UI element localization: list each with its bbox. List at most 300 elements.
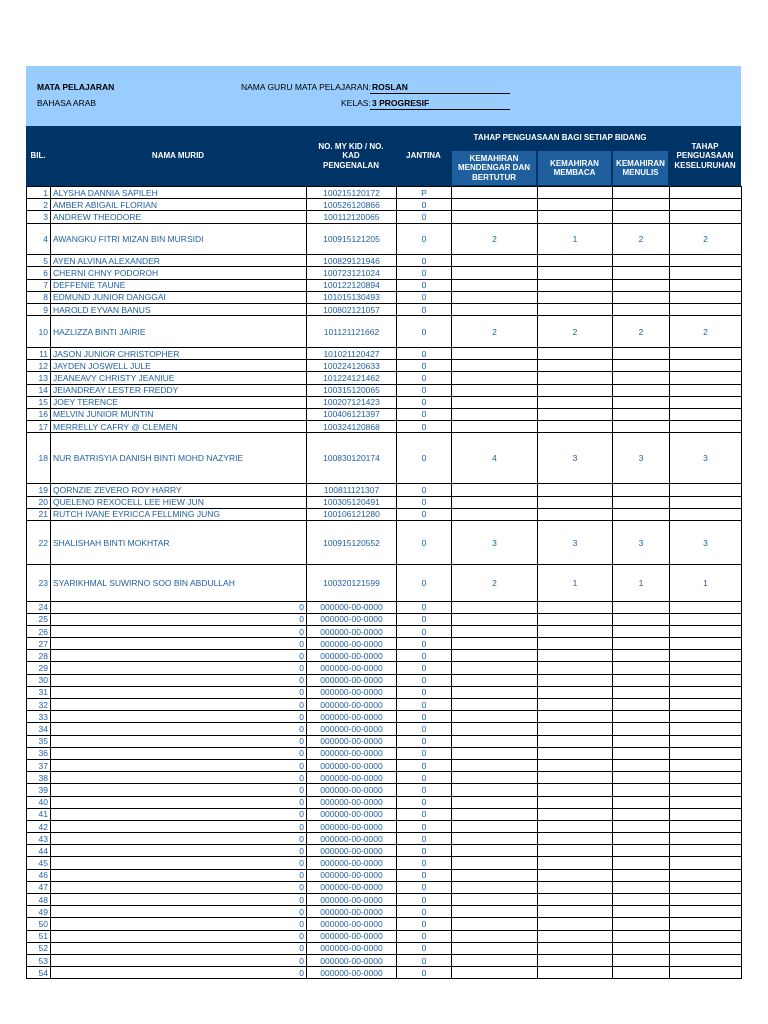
student-name: 0 (51, 699, 307, 711)
student-gender: 0 (397, 625, 452, 637)
skill2-level: 3 (538, 433, 613, 484)
table-row (27, 808, 742, 820)
skill1-level: 2 (452, 316, 538, 348)
level-cell (613, 650, 670, 662)
subject-label: MATA PELAJARAN (37, 82, 115, 92)
row-number: 18 (27, 433, 51, 484)
table-row (27, 881, 742, 893)
student-name: 0 (51, 650, 307, 662)
skill3-level (613, 279, 670, 291)
student-gender: 0 (397, 772, 452, 784)
level-cell (670, 845, 742, 857)
table-row (27, 772, 742, 784)
level-cell (452, 930, 538, 942)
row-number: 20 (27, 496, 51, 508)
level-cell (670, 796, 742, 808)
level-cell (613, 954, 670, 966)
col-skill2-header: KEMAHIRAN MEMBACA (538, 151, 611, 185)
student-name: AWANGKU FITRI MIZAN BIN MURSIDI (51, 223, 307, 255)
table-row (27, 833, 742, 845)
row-number: 29 (27, 662, 51, 674)
student-gender: 0 (397, 650, 452, 662)
student-gender: 0 (397, 304, 452, 316)
student-name: HAROLD EYVAN BANUS (51, 304, 307, 316)
student-id: 000000-00-0000 (307, 662, 397, 674)
student-id: 101121121662 (307, 316, 397, 348)
student-id: 100802121057 (307, 304, 397, 316)
student-name: 0 (51, 869, 307, 881)
student-name: 0 (51, 638, 307, 650)
student-gender: 0 (397, 723, 452, 735)
student-id: 100830120174 (307, 433, 397, 484)
level-cell (538, 857, 613, 869)
student-name: 0 (51, 759, 307, 771)
level-cell (538, 942, 613, 954)
student-gender: 0 (397, 808, 452, 820)
level-cell (538, 954, 613, 966)
level-cell (613, 662, 670, 674)
level-cell (538, 638, 613, 650)
student-id: 000000-00-0000 (307, 942, 397, 954)
level-cell (613, 930, 670, 942)
level-cell (452, 857, 538, 869)
col-group-header: TAHAP PENGUASAAN BAGI SETIAP BIDANG (473, 133, 647, 143)
student-id: 000000-00-0000 (307, 601, 397, 613)
table-row (27, 564, 742, 601)
skill3-level (613, 211, 670, 223)
level-cell (670, 772, 742, 784)
skill3-level (613, 496, 670, 508)
student-name: 0 (51, 723, 307, 735)
level-cell (670, 918, 742, 930)
col-skill3-header: KEMAHIRAN MENULIS (613, 151, 668, 185)
student-name: 0 (51, 625, 307, 637)
level-cell (452, 845, 538, 857)
student-id: 100829121946 (307, 255, 397, 267)
skill1-level (452, 255, 538, 267)
level-cell (670, 808, 742, 820)
level-cell (670, 967, 742, 979)
skill3-level: 3 (613, 433, 670, 484)
table-row (27, 347, 742, 359)
row-number: 41 (27, 808, 51, 820)
level-cell (613, 967, 670, 979)
row-number: 24 (27, 601, 51, 613)
student-id: 000000-00-0000 (307, 759, 397, 771)
student-id: 000000-00-0000 (307, 845, 397, 857)
student-id: 100224120633 (307, 360, 397, 372)
skill3-level (613, 291, 670, 303)
row-number: 13 (27, 372, 51, 384)
level-cell (538, 662, 613, 674)
class-label: KELAS: (341, 98, 371, 108)
student-id: 000000-00-0000 (307, 625, 397, 637)
overall-level (670, 199, 742, 211)
teacher-underline (370, 93, 510, 94)
student-id: 100324120868 (307, 421, 397, 433)
skill2-level (538, 384, 613, 396)
level-cell (452, 942, 538, 954)
table-header (26, 126, 741, 186)
student-id: 000000-00-0000 (307, 723, 397, 735)
row-number: 6 (27, 267, 51, 279)
student-name: DEFFENIE TAUNE (51, 279, 307, 291)
row-number: 36 (27, 747, 51, 759)
student-name: 0 (51, 735, 307, 747)
row-number: 27 (27, 638, 51, 650)
table-row (27, 255, 742, 267)
row-number: 23 (27, 564, 51, 601)
level-cell (452, 906, 538, 918)
skill3-level: 3 (613, 521, 670, 565)
skill1-level: 2 (452, 223, 538, 255)
student-gender: 0 (397, 674, 452, 686)
student-id: 100723121024 (307, 267, 397, 279)
level-cell (452, 686, 538, 698)
skill1-level (452, 484, 538, 496)
row-number: 4 (27, 223, 51, 255)
table-row (27, 869, 742, 881)
table-row (27, 967, 742, 979)
student-gender: 0 (397, 735, 452, 747)
overall-level (670, 372, 742, 384)
table-row (27, 496, 742, 508)
student-gender: 0 (397, 906, 452, 918)
student-gender: 0 (397, 267, 452, 279)
overall-level (670, 396, 742, 408)
skill1-level (452, 347, 538, 359)
table-row (27, 279, 742, 291)
level-cell (613, 857, 670, 869)
skill2-level (538, 421, 613, 433)
student-gender: 0 (397, 211, 452, 223)
skill2-level (538, 291, 613, 303)
overall-level (670, 291, 742, 303)
table-row (27, 699, 742, 711)
student-name: 0 (51, 784, 307, 796)
level-cell (452, 918, 538, 930)
row-number: 33 (27, 711, 51, 723)
level-cell (670, 820, 742, 832)
level-cell (613, 601, 670, 613)
student-name: 0 (51, 881, 307, 893)
skill2-level (538, 360, 613, 372)
student-name: ANDREW THEODORE (51, 211, 307, 223)
row-number: 39 (27, 784, 51, 796)
overall-level (670, 508, 742, 520)
level-cell (670, 894, 742, 906)
student-gender: 0 (397, 384, 452, 396)
table-row (27, 613, 742, 625)
student-gender: 0 (397, 223, 452, 255)
table-row (27, 735, 742, 747)
level-cell (538, 747, 613, 759)
student-name: CHERNI CHNY PODOROH (51, 267, 307, 279)
table-row (27, 686, 742, 698)
student-name: 0 (51, 967, 307, 979)
level-cell (538, 845, 613, 857)
level-cell (538, 650, 613, 662)
student-gender: 0 (397, 747, 452, 759)
skill3-level (613, 508, 670, 520)
student-gender: 0 (397, 833, 452, 845)
student-gender: 0 (397, 967, 452, 979)
skill1-level (452, 421, 538, 433)
student-gender: 0 (397, 820, 452, 832)
student-gender: 0 (397, 496, 452, 508)
student-id: 000000-00-0000 (307, 906, 397, 918)
overall-level (670, 496, 742, 508)
student-name: 0 (51, 918, 307, 930)
student-name: 0 (51, 686, 307, 698)
level-cell (538, 808, 613, 820)
level-cell (670, 686, 742, 698)
student-name: 0 (51, 747, 307, 759)
table-row (27, 954, 742, 966)
student-id: 000000-00-0000 (307, 650, 397, 662)
level-cell (452, 723, 538, 735)
student-gender: 0 (397, 199, 452, 211)
level-cell (670, 881, 742, 893)
student-id: 100106121280 (307, 508, 397, 520)
overall-level (670, 347, 742, 359)
level-cell (452, 650, 538, 662)
skill3-level (613, 267, 670, 279)
header-band (26, 66, 741, 126)
skill1-level (452, 199, 538, 211)
level-cell (670, 625, 742, 637)
student-name: 0 (51, 833, 307, 845)
student-gender: 0 (397, 291, 452, 303)
row-number: 12 (27, 360, 51, 372)
table-row (27, 421, 742, 433)
row-number: 44 (27, 845, 51, 857)
skill2-level (538, 372, 613, 384)
skill1-level (452, 279, 538, 291)
student-name: 0 (51, 601, 307, 613)
table-row (27, 408, 742, 420)
student-id: 000000-00-0000 (307, 918, 397, 930)
teacher-label: NAMA GURU MATA PELAJARAN: (241, 82, 372, 92)
row-number: 25 (27, 613, 51, 625)
level-cell (613, 869, 670, 881)
level-cell (452, 747, 538, 759)
level-cell (538, 723, 613, 735)
class-underline (370, 109, 510, 110)
student-name: SHALISHAH BINTI MOKHTAR (51, 521, 307, 565)
row-number: 45 (27, 857, 51, 869)
student-gender: 0 (397, 279, 452, 291)
overall-level (670, 267, 742, 279)
level-cell (670, 699, 742, 711)
student-gender: 0 (397, 857, 452, 869)
student-gender: 0 (397, 255, 452, 267)
skill2-level: 1 (538, 223, 613, 255)
level-cell (670, 638, 742, 650)
student-name: NUR BATRISYIA DANISH BINTI MOHD NAZYRIE (51, 433, 307, 484)
student-id: 000000-00-0000 (307, 613, 397, 625)
overall-level (670, 484, 742, 496)
level-cell (613, 747, 670, 759)
level-cell (538, 601, 613, 613)
row-number: 31 (27, 686, 51, 698)
skill3-level (613, 255, 670, 267)
student-gender: P (397, 187, 452, 199)
table-row (27, 674, 742, 686)
level-cell (538, 784, 613, 796)
table-row (27, 291, 742, 303)
level-cell (670, 711, 742, 723)
overall-level (670, 384, 742, 396)
level-cell (538, 625, 613, 637)
level-cell (452, 820, 538, 832)
subject-value: BAHASA ARAB (37, 98, 97, 108)
level-cell (613, 942, 670, 954)
student-gender: 0 (397, 564, 452, 601)
student-gender: 0 (397, 372, 452, 384)
student-id: 100122120894 (307, 279, 397, 291)
student-name: MELVIN JUNIOR MUNTIN (51, 408, 307, 420)
overall-level: 3 (670, 521, 742, 565)
skill1-level: 3 (452, 521, 538, 565)
overall-level: 2 (670, 223, 742, 255)
row-number: 32 (27, 699, 51, 711)
student-gender: 0 (397, 433, 452, 484)
skill3-level: 2 (613, 223, 670, 255)
level-cell (538, 869, 613, 881)
student-name: 0 (51, 942, 307, 954)
skill1-level (452, 372, 538, 384)
skill3-level (613, 199, 670, 211)
student-gender: 0 (397, 759, 452, 771)
level-cell (538, 906, 613, 918)
level-cell (538, 699, 613, 711)
col-skill1-header: KEMAHIRAN MENDENGAR DAN BERTUTUR (452, 151, 536, 185)
skill3-level (613, 421, 670, 433)
level-cell (670, 857, 742, 869)
row-number: 51 (27, 930, 51, 942)
skill3-level (613, 347, 670, 359)
level-cell (538, 711, 613, 723)
student-gender: 0 (397, 360, 452, 372)
skill2-level (538, 508, 613, 520)
row-number: 48 (27, 894, 51, 906)
row-number: 37 (27, 759, 51, 771)
row-number: 9 (27, 304, 51, 316)
row-number: 10 (27, 316, 51, 348)
table-row (27, 650, 742, 662)
level-cell (452, 674, 538, 686)
table-row (27, 304, 742, 316)
row-number: 21 (27, 508, 51, 520)
table-row (27, 906, 742, 918)
student-id: 000000-00-0000 (307, 954, 397, 966)
student-gender: 0 (397, 638, 452, 650)
level-cell (613, 784, 670, 796)
level-cell (670, 954, 742, 966)
class-value: 3 PROGRESIF (372, 98, 430, 108)
skill1-level: 4 (452, 433, 538, 484)
skill1-level (452, 267, 538, 279)
overall-level: 2 (670, 316, 742, 348)
level-cell (538, 674, 613, 686)
level-cell (670, 747, 742, 759)
col-overall-header: TAHAP PENGUASAAN KESELURUHAN (674, 142, 736, 170)
student-name: JEIANDREAY LESTER FREDDY (51, 384, 307, 396)
level-cell (538, 894, 613, 906)
row-number: 40 (27, 796, 51, 808)
student-gender: 0 (397, 869, 452, 881)
row-number: 16 (27, 408, 51, 420)
student-name: MERRELLY CAFRY @ CLEMEN (51, 421, 307, 433)
student-name: 0 (51, 662, 307, 674)
student-name: ALYSHA DANNIA SAPILEH (51, 187, 307, 199)
skill1-level (452, 304, 538, 316)
student-name: QUELENO REXOCELL LEE HIEW JUN (51, 496, 307, 508)
level-cell (452, 711, 538, 723)
table-row (27, 796, 742, 808)
level-cell (538, 759, 613, 771)
level-cell (670, 784, 742, 796)
table-row (27, 396, 742, 408)
level-cell (538, 967, 613, 979)
row-number: 17 (27, 421, 51, 433)
table-row (27, 857, 742, 869)
student-gender: 0 (397, 613, 452, 625)
table-row (27, 211, 742, 223)
overall-level (670, 304, 742, 316)
level-cell (538, 833, 613, 845)
student-id: 000000-00-0000 (307, 784, 397, 796)
level-cell (613, 638, 670, 650)
student-gender: 0 (397, 711, 452, 723)
student-id: 101021120427 (307, 347, 397, 359)
skill3-level (613, 484, 670, 496)
skill3-level: 1 (613, 564, 670, 601)
table-row (27, 918, 742, 930)
skill2-level (538, 408, 613, 420)
student-id: 100320121599 (307, 564, 397, 601)
student-name: 0 (51, 711, 307, 723)
row-number: 28 (27, 650, 51, 662)
skill1-level (452, 187, 538, 199)
student-name: 0 (51, 894, 307, 906)
level-cell (538, 686, 613, 698)
level-cell (452, 735, 538, 747)
level-cell (452, 759, 538, 771)
student-name: EDMUND JUNIOR DANGGAI (51, 291, 307, 303)
table-row (27, 360, 742, 372)
skill2-level (538, 267, 613, 279)
student-gender: 0 (397, 796, 452, 808)
level-cell (670, 759, 742, 771)
level-cell (613, 796, 670, 808)
level-cell (670, 735, 742, 747)
table-row (27, 187, 742, 199)
row-number: 49 (27, 906, 51, 918)
student-gender: 0 (397, 942, 452, 954)
student-name: 0 (51, 954, 307, 966)
student-gender: 0 (397, 845, 452, 857)
student-name: QORNZIE ZEVERO ROY HARRY (51, 484, 307, 496)
student-name: 0 (51, 857, 307, 869)
student-gender: 0 (397, 784, 452, 796)
level-cell (538, 796, 613, 808)
student-id: 000000-00-0000 (307, 808, 397, 820)
skill2-level (538, 484, 613, 496)
student-id: 000000-00-0000 (307, 894, 397, 906)
row-number: 53 (27, 954, 51, 966)
